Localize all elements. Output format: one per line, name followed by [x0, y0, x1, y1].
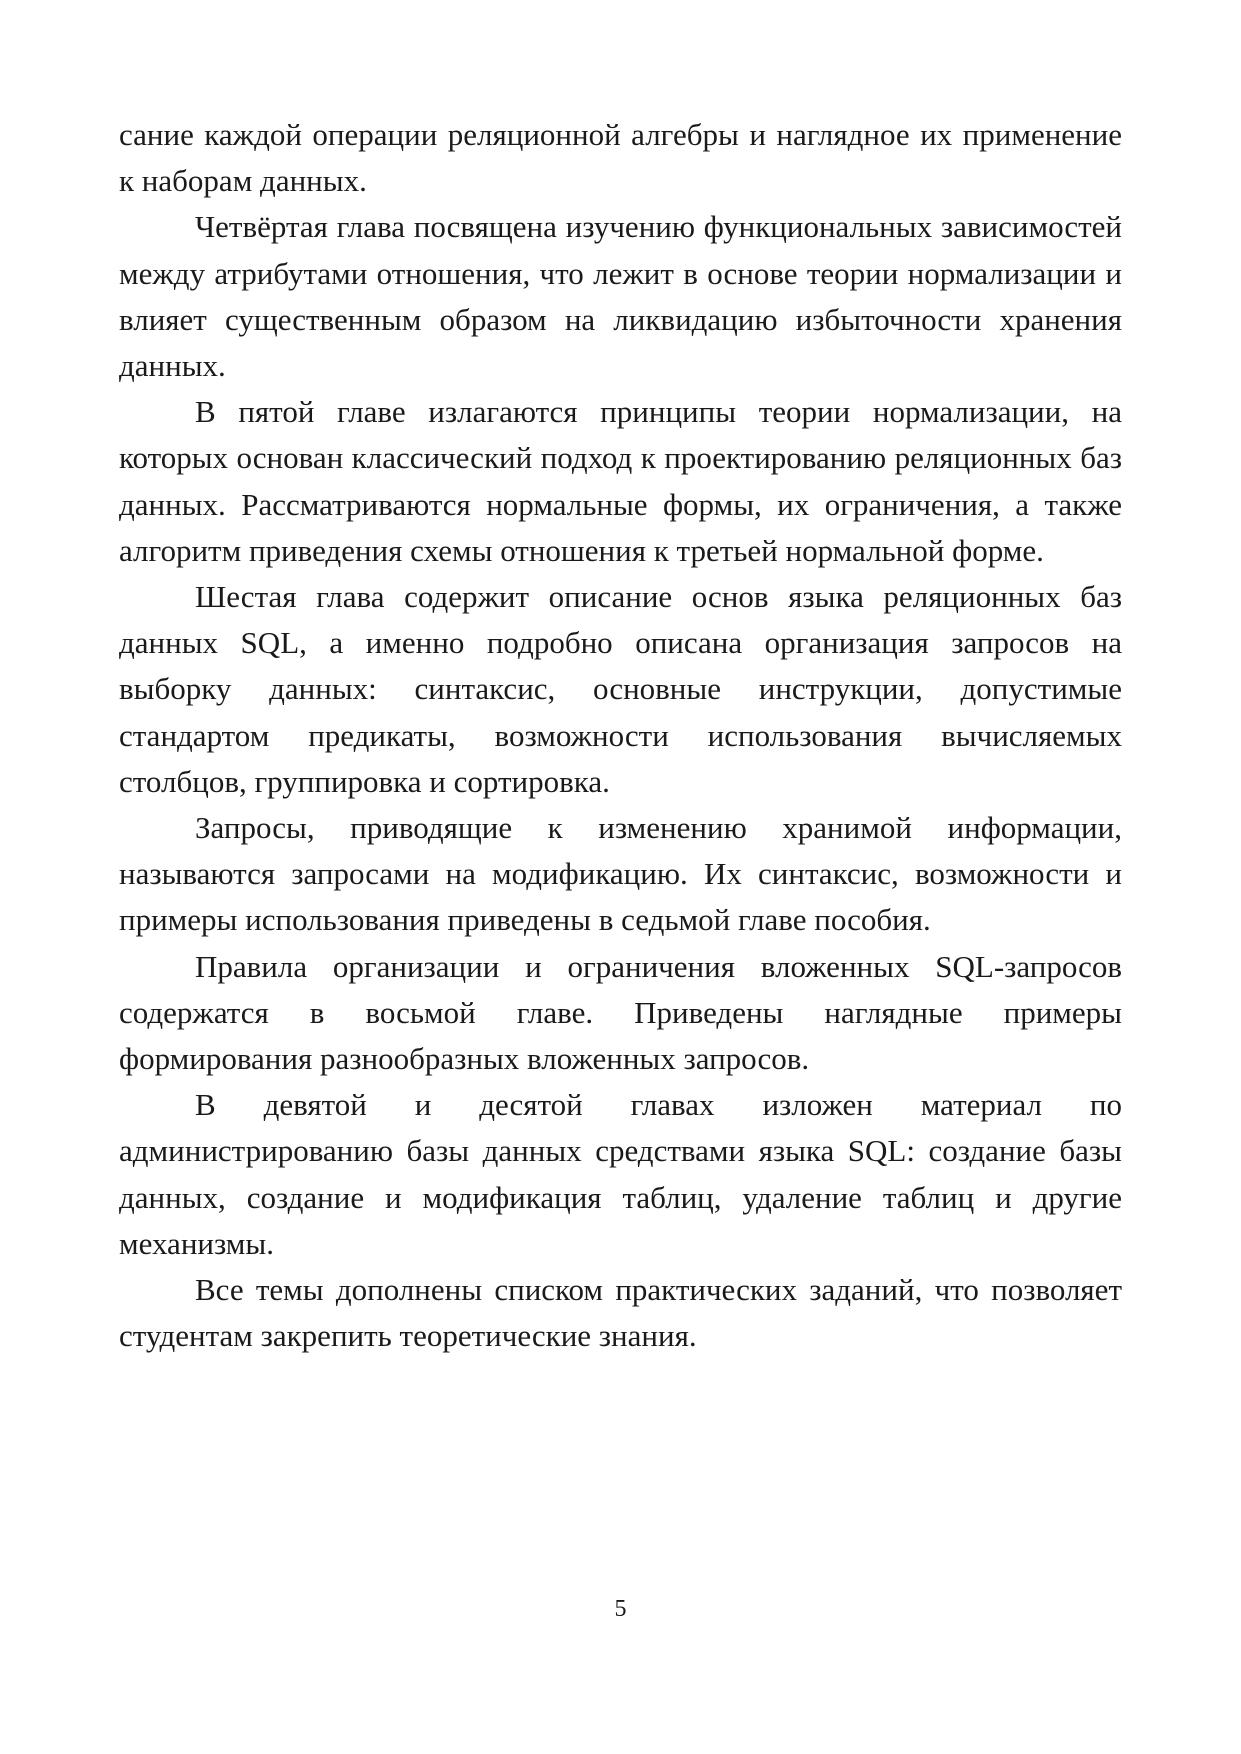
paragraph-chapter-7: Запросы, приводящие к изменению хранимой информации, называются запросами на модификацию. Их синтаксис, возможности и примеры использования приведены в седьмой главе пособия.	[119, 810, 1122, 938]
paragraph-chapter-6: Шестая глава содержит описание основ языка реляционных баз данных SQL, а именно подробно описана организация запросов на выборку данных: синтаксис, основные инструкции, допустимые стандартом предикаты, возможности использования вычисляемых столбцов, группировка и сортировка.	[119, 579, 1122, 799]
paragraph-chapter-4: Четвёртая глава посвящена изучению функциональных зависимостей между атрибутами отношения, что лежит в основе теории нормализации и влияет существенным образом на ликвидацию избыточности хранения данных.	[119, 209, 1122, 384]
paragraph-summary: Все темы дополнены списком практических заданий, что позволяет студентам закрепить теоретические знания.	[119, 1272, 1122, 1354]
paragraph-continuation: сание каждой операции реляционной алгебры и наглядное их применение к наборам данных.	[119, 117, 1122, 199]
body-text	[119, 112, 1122, 1359]
paragraph-chapter-8: Правила организации и ограничения вложенных SQL-запросов содержатся в восьмой главе. Приведены наглядные примеры формирования разнообразных вложенных запросов.	[119, 948, 1122, 1077]
page-number: 5	[614, 1596, 627, 1622]
paragraph-chapters-9-10: В девятой и десятой главах изложен материал по администрированию базы данных средствами языка SQL: создание базы данных, создание и модификация таблиц, удаление таблиц и другие механизмы.	[119, 1087, 1122, 1261]
paragraph-chapter-5: В пятой главе излагаются принципы теории нормализации, на которых основан классический подход к проектированию реляционных баз данных. Рассматриваются нормальные формы, их ограничения, а также алгоритм приведения схемы отношения к третьей нормальной форме.	[119, 394, 1122, 568]
